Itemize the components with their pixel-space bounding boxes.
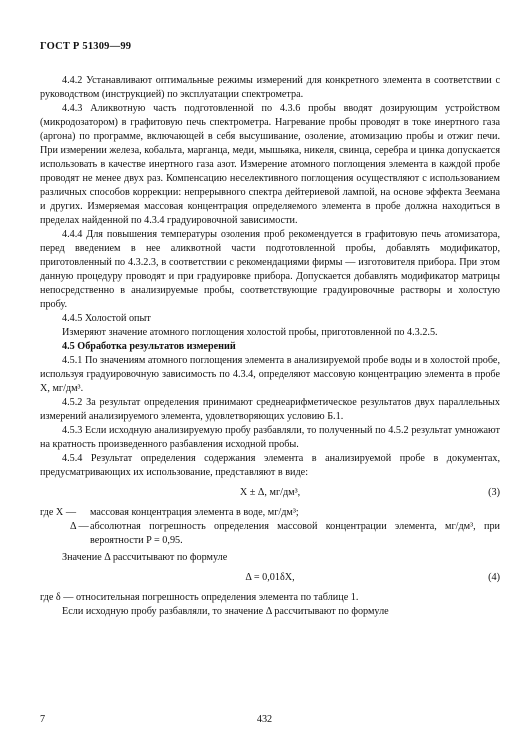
page-number-left: 7 [40, 714, 46, 725]
legend-symbol-delta: Δ — [70, 521, 89, 532]
formula-4-legend: где δ — относительная погрешность определения элемента по таблице 1. [40, 592, 359, 603]
formula-4-expression: Δ = 0,01δX, [245, 572, 295, 583]
legend-symbol-x: где X — [40, 507, 77, 518]
legend-row-delta [40, 520, 500, 548]
last-line: Если исходную пробу разбавляли, то значение Δ рассчитывают по формуле [62, 606, 389, 617]
formula-3-legend [40, 506, 500, 548]
paragraph-4-4-5-text: Измеряют значение атомного поглощения холостой пробы, приготовленной по 4.3.2.5. [62, 327, 438, 338]
document-body [40, 74, 500, 619]
delta-formula-intro: Значение Δ рассчитывают по формуле [62, 552, 228, 563]
page-number-center: 432 [256, 714, 273, 725]
paragraph-4-5-4: 4.5.4 Результат определения содержания элемента в анализируемой пробе в документах, предусматривающих их использование, представляют в виде: [40, 453, 500, 478]
paragraph-4-5-3: 4.5.3 Если исходную анализируемую пробу разбавляли, то полученный по 4.5.2 результат умножают на кратность произведенного разбавления исходной пробы. [40, 425, 500, 450]
formula-3-expression: X ± Δ, мг/дм³, [239, 487, 301, 498]
paragraph-4-4-3: 4.4.3 Аликвотную часть подготовленной по 4.3.6 пробы вводят дозирующим устройством (микродозатором) в графитовую печь спектрометра. Нагревание пробы проводят в токе инертного газа (аргона) по программе, включающей в себя высушивание, озоление, атомизацию пробы и отжиг печи. При измерении железа, кобальта, марганца, меди, мышьяка, никеля, свинца, серебра и цинка допускается использовать в качестве инертного газа азот. Измерение атомного поглощения элемента в каждой пробе проводят не менее двух раз. Компенсацию неселективного поглощения осуществляют с использованием различных способов коррекции: непрерывного спектра дейтериевой лампой, на основе эффекта Зеемана и других. Измеряемая массовая концентрация определяемого элемента в пробе должна находиться в пределах найденной по 4.3.4 градуировочной зависимости. [40, 103, 500, 226]
paragraph-4-4-2: 4.4.2 Устанавливают оптимальные режимы измерений для конкретного элемента в соответствии с руководством (инструкцией) по эксплуатации спектрометра. [40, 75, 500, 100]
paragraph-4-4-5-title: 4.4.5 Холостой опыт [62, 313, 151, 324]
paragraph-4-5-1: 4.5.1 По значениям атомного поглощения элемента в анализируемой пробе воды и в холостой пробе, используя градуировочную зависимость по 4.3.4, определяют массовую концентрацию элемента в пробе X, мг/дм³. [40, 355, 500, 394]
legend-text-x: массовая концентрация элемента в воде, мг/дм³; [90, 507, 299, 518]
legend-text-delta: абсолютная погрешность определения массовой концентрации элемента, мг/дм³, при вероятности P = 0,95. [90, 521, 500, 546]
formula-3-number: (3) [488, 487, 500, 498]
paragraph-4-4-4: 4.4.4 Для повышения температуры озоления проб рекомендуется в графитовую печь атомизатора, перед введением в нее аликвотной части подготовленной пробы, добавлять модификатор, приготовленный по 4.3.2.3, в соответствии с рекомендациями фирмы — изготовителя прибора. При этом данную процедуру проводят и при градуировке прибора. Допускается добавлять модификатор матрицы непосредственно в анализируемые пробы, соответствующие градуировочные растворы и холостую пробу. [40, 229, 500, 310]
document-header: ГОСТ Р 51309—99 [40, 41, 132, 52]
paragraph-4-5-2: 4.5.2 За результат определения принимают среднеарифметическое результатов двух параллельных измерений анализируемого элемента, удовлетворяющих условию Б.1. [40, 397, 500, 422]
formula-4-number: (4) [488, 572, 500, 583]
formula-4 [40, 567, 500, 589]
legend-row-x [40, 506, 500, 520]
formula-3 [40, 482, 500, 504]
section-heading-4-5: 4.5 Обработка результатов измерений [62, 341, 236, 352]
